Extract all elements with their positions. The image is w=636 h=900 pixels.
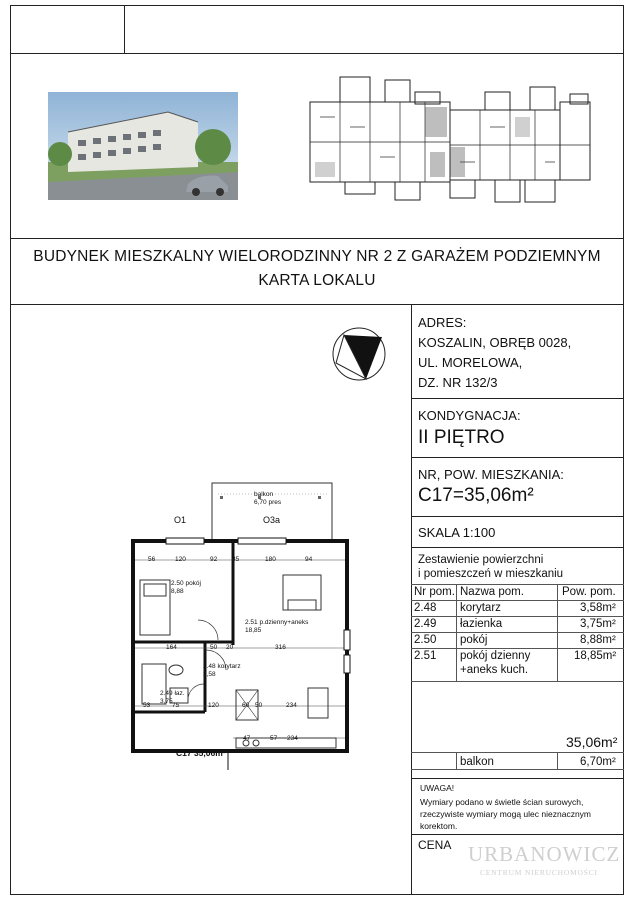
address-bottom-line	[411, 398, 624, 399]
dim-text: 316	[275, 644, 286, 651]
title-top-line	[10, 238, 624, 239]
apartment-bottom-line	[411, 516, 624, 517]
dim-text: 92	[210, 556, 218, 563]
table-line	[411, 648, 624, 649]
dim-text: 50	[210, 644, 218, 651]
room-nr: 2.50	[414, 634, 437, 646]
dim-text: 53	[143, 702, 151, 709]
room-name: pokój dzienny	[460, 650, 531, 662]
room-name: pokój	[460, 634, 488, 646]
col-header-nr: Nr pom.	[414, 586, 455, 598]
document-title: BUDYNEK MIESZKALNY WIELORODZINNY NR 2 Z GARAŻEM PODZIEMNYM	[33, 248, 601, 265]
note-bottom-line	[411, 834, 624, 835]
room-name: łazienka	[460, 618, 503, 630]
room-label-balcony: balkon 6,70 pres	[254, 491, 282, 506]
building-photo	[48, 92, 238, 200]
room-area: 3,75m²	[580, 618, 616, 630]
address-line-3: DZ. NR 132/3	[418, 375, 498, 390]
table-line	[411, 632, 624, 633]
table-line	[411, 600, 624, 601]
dim-text: 234	[286, 702, 297, 709]
note-line-2: rzeczywiste wymiary mogą ulec nieznacznym	[420, 809, 591, 819]
room-area: 3,58m²	[580, 602, 616, 614]
room-nr: 2.51	[414, 650, 437, 662]
dim-text: 120	[208, 702, 219, 709]
dim-text: 94	[305, 556, 313, 563]
watermark-logo: URBANOWICZ	[468, 842, 621, 866]
window-label-o3a: O3a	[263, 515, 281, 525]
dim-text: 57	[270, 735, 278, 742]
col-header-area: Pow. pom.	[562, 586, 616, 598]
note-line-1: Wymiary podano w świetle ścian surowych,	[420, 797, 584, 807]
room-nr: 2.49	[414, 618, 437, 630]
room-nr: 2.48	[414, 602, 437, 614]
building-floor-plan	[300, 72, 605, 217]
room-label-pokoj: 2.50 pokój 8,88	[171, 580, 201, 595]
address-label: ADRES:	[418, 315, 467, 330]
table-line	[411, 584, 624, 585]
total-area: 35,06m²	[566, 734, 618, 750]
dim-text: 35	[232, 556, 240, 563]
scale-label: SKALA 1:100	[418, 525, 496, 540]
rooms-heading-1: Zestawienie powierzchni	[418, 554, 544, 566]
table-col-line	[456, 584, 457, 681]
note-top-line	[411, 778, 624, 779]
table-line	[411, 616, 624, 617]
dim-text: 50	[255, 702, 263, 709]
table-line	[411, 769, 624, 770]
watermark-subtitle: CENTRUM NIERUCHOMOŚCI	[480, 868, 598, 877]
apartment-floor-plan	[128, 480, 358, 770]
top-strip-line	[10, 53, 624, 54]
col-header-name: Nazwa pom.	[460, 586, 524, 598]
dim-text: 234	[287, 735, 298, 742]
apartment-label: NR, POW. MIESZKANIA:	[418, 467, 564, 482]
balcony-name: balkon	[460, 756, 494, 768]
table-line	[411, 752, 624, 753]
price-label: CENA	[418, 838, 452, 852]
dim-text: 75	[172, 702, 180, 709]
scale-bottom-line	[411, 547, 624, 548]
rooms-heading-2: i pomieszczeń w mieszkaniu	[418, 568, 564, 580]
table-line	[411, 681, 624, 682]
table-col-line	[557, 584, 558, 681]
top-strip-divider	[124, 5, 125, 53]
note-line-3: korektom.	[420, 821, 458, 831]
balcony-area: 6,70m²	[580, 756, 616, 768]
dim-text: 120	[175, 556, 186, 563]
address-line-2: UL. MORELOWA,	[418, 355, 523, 370]
room-label-lazienka: 2.49 łaz. 3,75	[160, 690, 185, 705]
storey-value: II PIĘTRO	[418, 427, 505, 448]
room-area: 8,88m²	[580, 634, 616, 646]
title-bottom-line	[10, 304, 624, 305]
storey-label: KONDYGNACJA:	[418, 408, 521, 423]
north-arrow-icon	[330, 325, 388, 383]
room-name-2: +aneks kuch.	[460, 664, 529, 676]
table-col-line	[456, 752, 457, 769]
apartment-value: C17=35,06m²	[418, 485, 534, 506]
room-name: korytarz	[460, 602, 501, 614]
address-line-1: KOSZALIN, OBRĘB 0028,	[418, 335, 572, 350]
dim-text: 164	[166, 644, 177, 651]
window-label-o1: O1	[174, 515, 187, 525]
table-col-line	[557, 752, 558, 769]
dim-text: 180	[265, 556, 276, 563]
dim-text: 56	[148, 556, 156, 563]
note-heading: UWAGA!	[420, 783, 455, 793]
storey-bottom-line	[411, 457, 624, 458]
document-subtitle: KARTA LOKALU	[258, 272, 376, 289]
room-label-korytarz: 2.48 korytarz 3,58	[203, 663, 241, 678]
plan-unit-label: C17 35,06m²	[176, 748, 226, 758]
dim-text: 47	[243, 735, 251, 742]
dim-text: 60	[242, 702, 250, 709]
room-area: 18,85m²	[574, 650, 617, 662]
room-label-dzienny: 2.51 p.dzienny+aneks 18,85	[245, 619, 309, 634]
dim-text: 20	[226, 644, 234, 651]
